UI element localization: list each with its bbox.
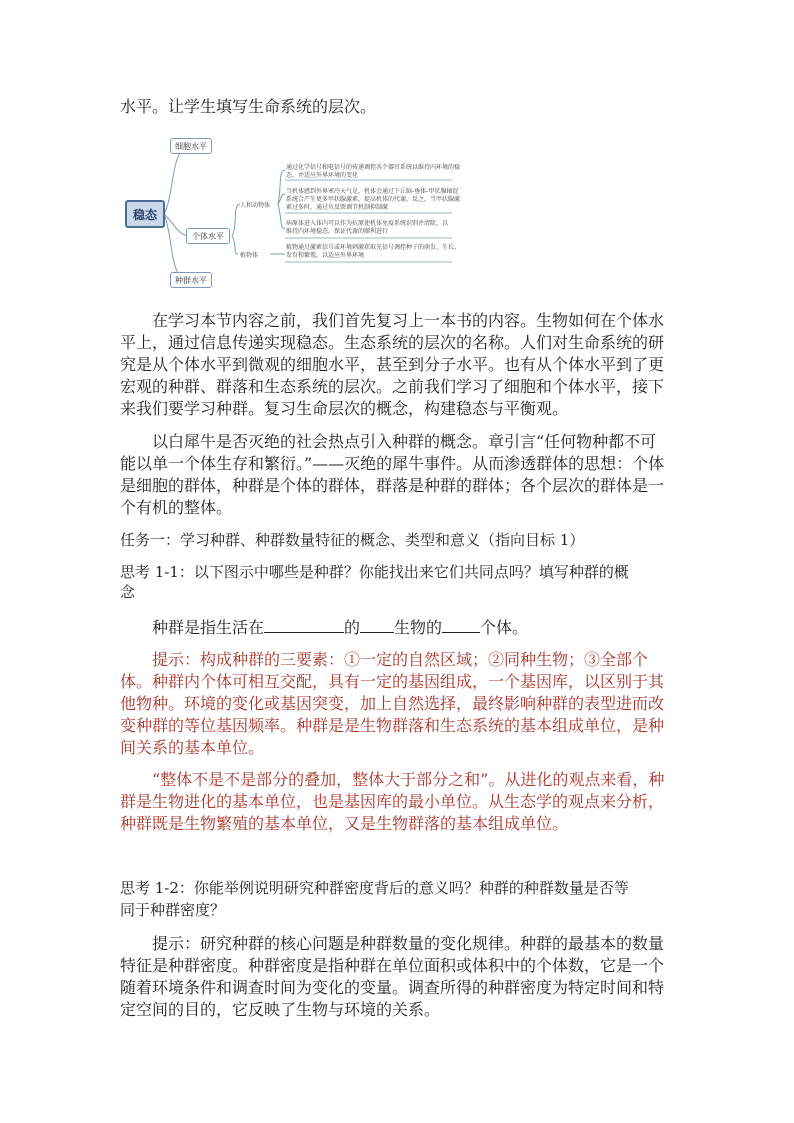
- mindmap-label-animal: 人和动物体: [240, 202, 271, 209]
- para1-line: 宏观的种群、群落和生态系统的层次。之前我们学习了细胞和个体水平，接下: [120, 377, 665, 396]
- think2-line: 同于种群密度？: [120, 901, 226, 919]
- hint2-line: 群是生物进化的基本单位，也是基因库的最小单位。从生态学的观点来分析，: [120, 792, 665, 811]
- think1-line: 念: [120, 583, 136, 601]
- mindmap-node-population: 种群水平: [170, 272, 212, 288]
- para2-line: 是细胞的群体，种群是个体的群体，群落是种群的群体；各个层次的群体是一: [120, 476, 665, 495]
- definition-text: 的: [344, 618, 361, 637]
- connector-cell: [164, 146, 190, 214]
- hint1-line: 体。种群内个体可相互交配，具有一定的基因组成，一个基因库，以区别于其: [120, 672, 665, 691]
- mindmap-diagram: [120, 134, 460, 294]
- para1-line: 究是从个体水平到微观的细胞水平，甚至到分子水平。也有从个体水平到了更: [120, 355, 665, 374]
- mindmap-note: 系统合产生更多甲状腺激素，提高机体的代谢。反之，当甲状腺激: [286, 196, 461, 203]
- think2-line: 思考 1-2：你能举例说明研究种群密度背后的意义吗？种群的种群数量是否等: [120, 879, 629, 897]
- mindmap-note: 植物通过激素信号或环境刺激获取光信号调控种子的萌发、生长、: [286, 244, 461, 251]
- hint3-line: 随着环境条件和调查时间为变化的变量。调查所得的种群密度为特定时间和特: [120, 978, 665, 997]
- para2-line: 以白犀牛是否灭绝的社会热点引入种群的概念。章引言“任何物种都不可: [152, 432, 657, 451]
- mindmap-note: 发育和繁殖，以适应外界环境: [286, 252, 365, 259]
- definition-text: 种群是指生活在: [152, 618, 265, 637]
- mindmap-note: 维持内环境稳态，保证代谢的顺利进行: [286, 228, 389, 235]
- mindmap-note: 通过化学信号和电信号的传递调控各个器官系统以维持内环境的稳: [286, 164, 461, 171]
- mindmap-connectors: [120, 134, 460, 294]
- fill-blank[interactable]: [264, 614, 344, 633]
- definition-line: [152, 614, 528, 640]
- hint2-line: “整体不是不是部分的叠加，整体大于部分之和”。从进化的观点来看，种: [152, 770, 665, 789]
- definition-text: 生物的: [394, 618, 443, 637]
- hint3-line: 定空间的目的，它反映了生物与环境的关系。: [120, 1000, 441, 1019]
- mindmap-note: 病原体进入体内可以作为抗原使机体免疫系统识别并清除，以: [286, 220, 449, 227]
- para1-line: 在学习本节内容之前，我们首先复习上一本书的内容。生物如何在个体水: [152, 311, 665, 330]
- connector-plant: [232, 236, 238, 254]
- mindmap-label-plant: 植物体: [240, 252, 259, 259]
- fill-blank[interactable]: [442, 614, 480, 633]
- intro-line: 水平。让学生填写生命系统的层次。: [120, 97, 377, 116]
- hint3-line: 特征是种群密度。种群密度是指种群在单位面积或体积中的个体数，它是一个: [120, 956, 665, 975]
- task1-heading: 任务一：学习种群、种群数量特征的概念、类型和意义（指向目标 1）: [120, 531, 585, 549]
- mindmap-node-individual: 个体水平: [186, 228, 230, 244]
- connector-animal: [232, 204, 240, 236]
- hint3-line: 提示：研究种群的核心问题是种群数量的变化规律。种群的最基本的数量: [152, 934, 665, 953]
- think1-line: 思考 1-1：以下图示中哪些是种群？你能找出来它们共同点吗？填写种群的概: [120, 563, 629, 581]
- hint2-line: 种群既是生物繁殖的基本单位，又是生物群落的基本组成单位。: [120, 814, 569, 833]
- mindmap-note: 当机体感到外界寒冷天气是，机体会通过下丘脑-垂体-甲状腺轴促: [286, 188, 459, 195]
- hint1-line: 他物种。环境的变化或基因突变，加上自然选择，最终影响种群的表型进而改: [120, 694, 665, 713]
- connector-note1: [278, 170, 285, 204]
- para1-line: 来我们要学习种群。复习生命层次的概念，构建稳态与平衡观。: [120, 399, 569, 418]
- para2-line: 个有机的整体。: [120, 498, 233, 517]
- mindmap-node-cell: 细胞水平: [170, 138, 212, 154]
- mindmap-root-steady-state: 稳态: [125, 200, 165, 228]
- hint1-line: 变种群的等位基因频率。种群是是生物群落和生态系统的基本组成单位，是种: [120, 716, 665, 735]
- connector-population: [164, 214, 190, 280]
- hint1-line: 间关系的基本单位。: [120, 738, 265, 757]
- para2-line: 能以单一个体生存和繁衍。”——灭绝的犀牛事件。从而渗透群体的思想：个体: [120, 454, 665, 473]
- hint1-line: 提示：构成种群的三要素：①一定的自然区域；②同种生物；③全部个: [152, 650, 649, 669]
- para1-line: 平上，通过信息传递实现稳态。生态系统的层次的名称。人们对生命系统的研: [120, 333, 665, 352]
- mindmap-note: 素过多时，通过负反馈调节机制抑制激: [286, 204, 389, 211]
- fill-blank[interactable]: [360, 614, 394, 633]
- mindmap-note: 态，并适应外界环境的变化: [286, 172, 359, 179]
- definition-text: 个体。: [480, 618, 529, 637]
